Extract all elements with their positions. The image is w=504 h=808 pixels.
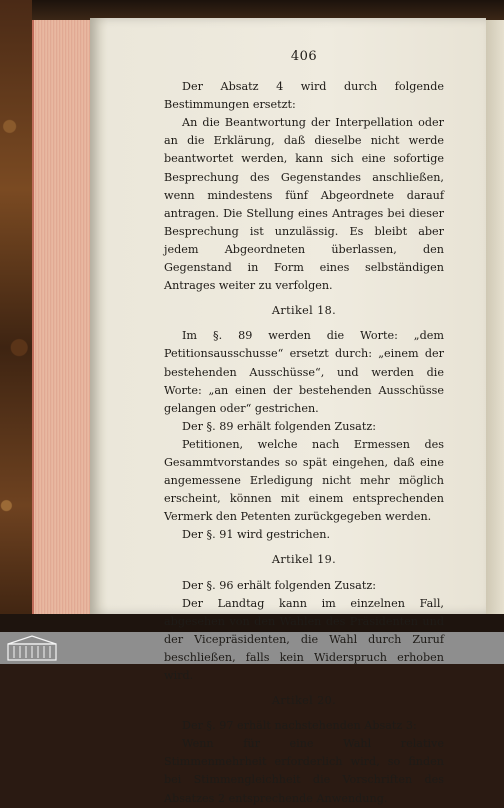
- page-content: [164, 48, 444, 808]
- library-building-logo-icon: [6, 634, 58, 662]
- marbled-cover: [0, 0, 32, 632]
- paragraph: Der §. 97 erhält nachstehenden Absatz 3:: [182, 719, 417, 733]
- article-heading: Artikel 19.: [271, 553, 337, 567]
- page-number: 406: [290, 49, 318, 64]
- paragraph: Petitionen, welche nach Ermessen des Gesammtvorstandes so spät eingehen, daß eine angemessene Erledigung nicht mehr möglich erscheint, können mit einem entsprechenden Vermerk den Petenten zurückgegeben werden.: [164, 437, 444, 524]
- paragraph: Der §. 91 wird gestrichen.: [182, 528, 331, 542]
- paragraph: Im §. 89 werden die Worte: „dem Petitionsausschusse“ ersetzt durch: „einem der bestehenden Ausschüsse“, und werden die Worte: „an einen der bestehenden Ausschüsse gelangen oder“ gestrichen.: [164, 329, 444, 415]
- paragraph: Der §. 89 erhält folgenden Zusatz:: [182, 419, 377, 433]
- page-edges: [32, 20, 92, 614]
- paragraph: Der Absatz 4 wird durch folgende Bestimmungen ersetzt:: [164, 80, 444, 112]
- paragraph: Der Landtag kann im einzelnen Fall, abgesehen von den Wahlen des Präsidenten und der Vicepräsidenten, die Wahl durch Zuruf beschließen, falls kein Widerspruch erhoben wird.: [164, 596, 444, 682]
- paragraph: An die Beantwortung der Interpellation oder an die Erklärung, daß dieselbe nicht werde beantwortet werden, kann sich eine sofortige Besprechung des Gegenstandes anschließen, wenn mindestens fünf Abgeordnete darauf antragen. Die Stellung eines Antrages bei dieser Besprechung ist unzulässig. Es bleibt aber jedem Abgeordneten überlassen, den Gegenstand in Form eines selbständigen Antrages weiter zu verfolgen.: [164, 116, 444, 293]
- facing-page-edge: [486, 20, 504, 614]
- book-top-edge: [0, 0, 504, 20]
- paragraph: Der §. 96 erhält folgenden Zusatz:: [182, 578, 377, 592]
- paragraph: Wenn für eine Wahl relative Stimmenmehrheit erforderlich wird, so finden bei Stimmengleichheit die Vorschriften des Absatzes 2 entsprechende Anwendung.: [164, 737, 444, 805]
- article-heading: Artikel 18.: [271, 304, 337, 318]
- article-heading: Artikel 20.: [271, 694, 337, 708]
